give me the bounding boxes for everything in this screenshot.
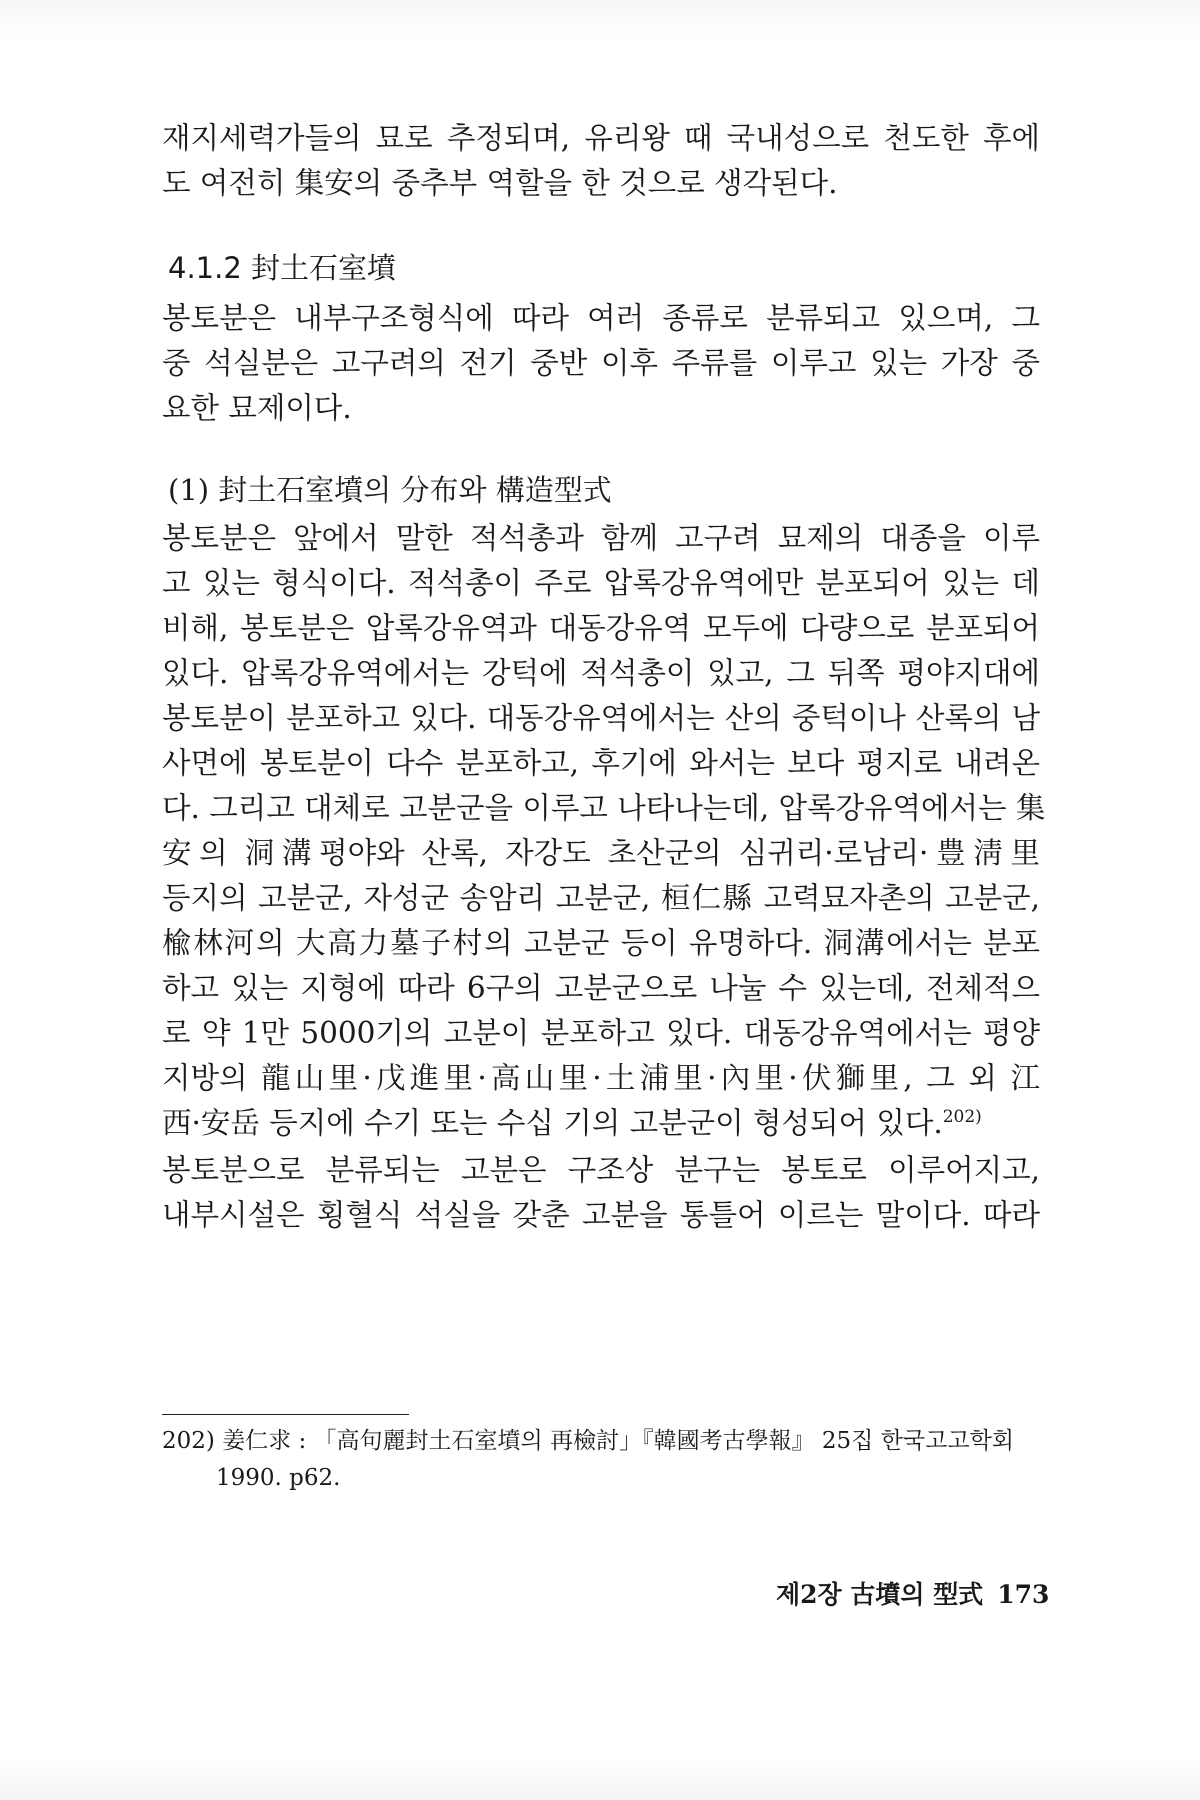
text-line: 봉토분이 분포하고 있다. 대동강유역에서는 산의 중턱이나 산록의 남	[162, 701, 1040, 735]
text-line: 하고 있는 지형에 따라 6구의 고분군으로 나눌 수 있는데, 전체적으	[162, 971, 1040, 1005]
text-line	[162, 1103, 1040, 1143]
section-heading: 4.1.2 封土石室墳	[168, 251, 397, 285]
footnote-reference: 202)	[942, 1107, 982, 1128]
text-line: 고 있는 형식이다. 적석총이 주로 압록강유역에만 분포되어 있는 데	[162, 566, 1040, 600]
text-line: 로 약 1만 5000기의 고분이 분포하고 있다. 대동강유역에서는 평양	[162, 1016, 1040, 1050]
footnote-separator	[162, 1414, 409, 1415]
text-line: 安의 洞溝평야와 산록, 자강도 초산군의 심귀리·로남리·豊淸里	[162, 836, 1040, 870]
footnote-number: 202)	[162, 1428, 215, 1454]
text-line: 봉토분으로 분류되는 고분은 구조상 분구는 봉토로 이루어지고,	[162, 1153, 1040, 1187]
text-line-content: 西·安岳 등지에 수기 또는 수십 기의 고분군이 형성되어 있다.	[162, 1106, 943, 1140]
text-line: 도 여전히 集安의 중추부 역할을 한 것으로 생각된다.	[162, 166, 838, 200]
text-line: 재지세력가들의 묘로 추정되며, 유리왕 때 국내성으로 천도한 후에	[162, 121, 1040, 155]
page-number: 173	[997, 1580, 1050, 1609]
chapter-title: 제2장 古墳의 型式	[776, 1580, 984, 1609]
footnote-continuation: 1990. p62.	[216, 1465, 341, 1491]
text-line: 있다. 압록강유역에서는 강턱에 적석총이 있고, 그 뒤쪽 평야지대에	[162, 656, 1040, 690]
text-line: 봉토분은 내부구조형식에 따라 여러 종류로 분류되고 있으며, 그	[162, 301, 1040, 335]
text-line: 사면에 봉토분이 다수 분포하고, 후기에 와서는 보다 평지로 내려온	[162, 746, 1040, 780]
footnote-text: 姜仁求 : 「高句麗封土石室墳의 再檢討」『韓國考古學報』 25집 한국고고학회	[222, 1428, 1015, 1454]
text-line: 楡林河의 大高力墓子村의 고분군 등이 유명하다. 洞溝에서는 분포	[162, 926, 1040, 960]
text-line: 비해, 봉토분은 압록강유역과 대동강유역 모두에 다량으로 분포되어	[162, 611, 1040, 645]
page-footer	[776, 1578, 1049, 1612]
text-line: 중 석실분은 고구려의 전기 중반 이후 주류를 이루고 있는 가장 중	[162, 346, 1040, 380]
footnote	[162, 1425, 1014, 1457]
text-line: 봉토분은 앞에서 말한 적석총과 함께 고구려 묘제의 대종을 이루	[162, 521, 1040, 555]
text-line: 등지의 고분군, 자성군 송암리 고분군, 桓仁縣 고력묘자촌의 고분군,	[162, 881, 1040, 915]
text-line: 지방의 龍山里·戊進里·高山里·土浦里·內里·伏獅里, 그 외 江	[162, 1061, 1040, 1095]
text-line: 요한 묘제이다.	[162, 391, 352, 425]
text-line: 다. 그리고 대체로 고분군을 이루고 나타나는데, 압록강유역에서는 集	[162, 791, 1046, 825]
text-line: 내부시설은 횡혈식 석실을 갖춘 고분을 통틀어 이르는 말이다. 따라	[162, 1198, 1040, 1232]
subsection-heading: (1) 封土石室墳의 分布와 構造型式	[168, 473, 612, 507]
